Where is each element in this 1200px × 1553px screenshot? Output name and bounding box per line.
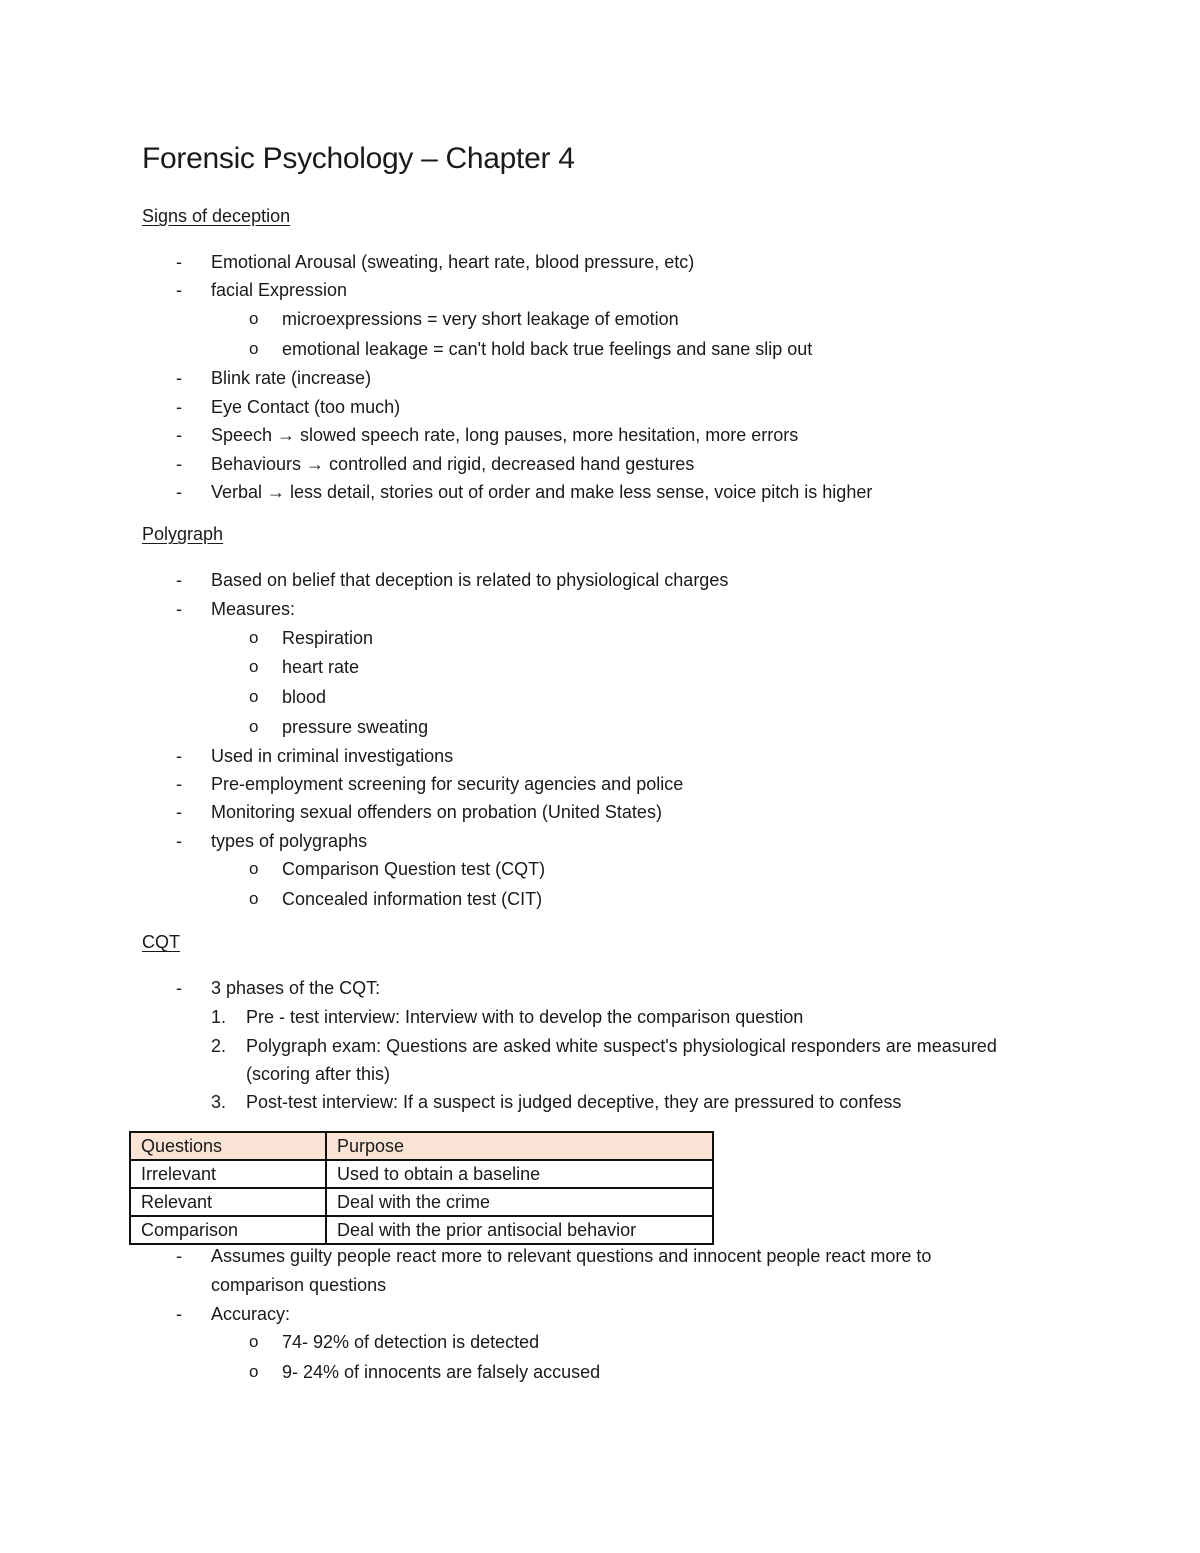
dash-marker: - xyxy=(176,454,182,474)
list-item: Measures: xyxy=(211,599,296,619)
bullet-marker: o xyxy=(249,687,259,706)
dash-marker: - xyxy=(176,280,182,300)
bullet-marker: o xyxy=(249,309,259,328)
table-row xyxy=(130,1188,713,1216)
list-item: Behaviours → controlled and rigid, decreased hand gestures xyxy=(211,454,695,474)
dash-marker: - xyxy=(176,425,182,445)
dash-marker: - xyxy=(176,802,182,822)
bullet-marker: o xyxy=(249,717,259,736)
phase-number: 2. xyxy=(211,1036,227,1056)
list-item: Based on belief that deception is related to physiological charges xyxy=(211,570,729,590)
bullet-marker: o xyxy=(249,1362,259,1381)
dash-marker: - xyxy=(176,774,182,794)
list-item: Eye Contact (too much) xyxy=(211,397,401,417)
phase-item: Pre - test interview: Interview with to develop the comparison question xyxy=(246,1007,804,1027)
sub-list-item: Concealed information test (CIT) xyxy=(282,889,543,909)
sub-list-item: 74- 92% of detection is detected xyxy=(282,1332,540,1352)
table-header-row xyxy=(130,1132,713,1160)
list-item: 3 phases of the CQT: xyxy=(211,978,381,998)
table-row xyxy=(130,1216,713,1244)
dash-marker: - xyxy=(176,252,182,272)
table-cell: Deal with the crime xyxy=(326,1188,713,1216)
table-row xyxy=(130,1160,713,1188)
bullet-marker: o xyxy=(249,339,259,358)
questions-table xyxy=(129,1131,714,1245)
sub-list-item: pressure sweating xyxy=(282,717,429,737)
dash-marker: - xyxy=(176,599,182,619)
list-item: Monitoring sexual offenders on probation (United States) xyxy=(211,802,662,822)
sub-list-item: microexpressions = very short leakage of emotion xyxy=(282,309,679,329)
table-cell: Relevant xyxy=(130,1188,326,1216)
section-heading-signs: Signs of deception xyxy=(142,206,291,226)
dash-marker: - xyxy=(176,1246,182,1266)
phase-item-continuation: (scoring after this) xyxy=(246,1064,391,1084)
table-header-cell: Questions xyxy=(130,1132,326,1160)
bullet-marker: o xyxy=(249,859,259,878)
list-item: Pre-employment screening for security agencies and police xyxy=(211,774,684,794)
document-title: Forensic Psychology – Chapter 4 xyxy=(142,142,575,175)
sub-list-item: Respiration xyxy=(282,628,374,648)
table-cell: Irrelevant xyxy=(130,1160,326,1188)
bullet-marker: o xyxy=(249,1332,259,1351)
list-item: Emotional Arousal (sweating, heart rate, blood pressure, etc) xyxy=(211,252,695,272)
phase-item: Polygraph exam: Questions are asked white suspect's physiological responders are measured xyxy=(246,1036,997,1056)
dash-marker: - xyxy=(176,1304,182,1324)
list-item: Blink rate (increase) xyxy=(211,368,372,388)
section-heading-polygraph: Polygraph xyxy=(142,524,224,544)
section-heading-cqt: CQT xyxy=(142,932,180,952)
phase-number: 3. xyxy=(211,1092,227,1112)
list-item: Assumes guilty people react more to relevant questions and innocent people react more to xyxy=(211,1246,932,1266)
sub-list-item: heart rate xyxy=(282,657,360,677)
table-cell: Deal with the prior antisocial behavior xyxy=(326,1216,713,1244)
sub-list-item: emotional leakage = can't hold back true feelings and sane slip out xyxy=(282,339,813,359)
list-item: types of polygraphs xyxy=(211,831,368,851)
dash-marker: - xyxy=(176,368,182,388)
list-item: Accuracy: xyxy=(211,1304,291,1324)
bullet-marker: o xyxy=(249,657,259,676)
sub-list-item: 9- 24% of innocents are falsely accused xyxy=(282,1362,601,1382)
dash-marker: - xyxy=(176,570,182,590)
sub-list-item: blood xyxy=(282,687,327,707)
bullet-marker: o xyxy=(249,889,259,908)
dash-marker: - xyxy=(176,746,182,766)
table-cell: Used to obtain a baseline xyxy=(326,1160,713,1188)
sub-list-item: Comparison Question test (CQT) xyxy=(282,859,546,879)
table-cell: Comparison xyxy=(130,1216,326,1244)
list-item: facial Expression xyxy=(211,280,348,300)
bullet-marker: o xyxy=(249,628,259,647)
dash-marker: - xyxy=(176,482,182,502)
list-item: Speech → slowed speech rate, long pauses, more hesitation, more errors xyxy=(211,425,799,445)
phase-item: Post-test interview: If a suspect is judged deceptive, they are pressured to confess xyxy=(246,1092,902,1112)
dash-marker: - xyxy=(176,831,182,851)
dash-marker: - xyxy=(176,397,182,417)
list-item: Used in criminal investigations xyxy=(211,746,454,766)
dash-marker: - xyxy=(176,978,182,998)
phase-number: 1. xyxy=(211,1007,227,1027)
list-item-continuation: comparison questions xyxy=(211,1275,387,1295)
list-item: Verbal → less detail, stories out of order and make less sense, voice pitch is higher xyxy=(211,482,873,502)
table-header-cell: Purpose xyxy=(326,1132,713,1160)
